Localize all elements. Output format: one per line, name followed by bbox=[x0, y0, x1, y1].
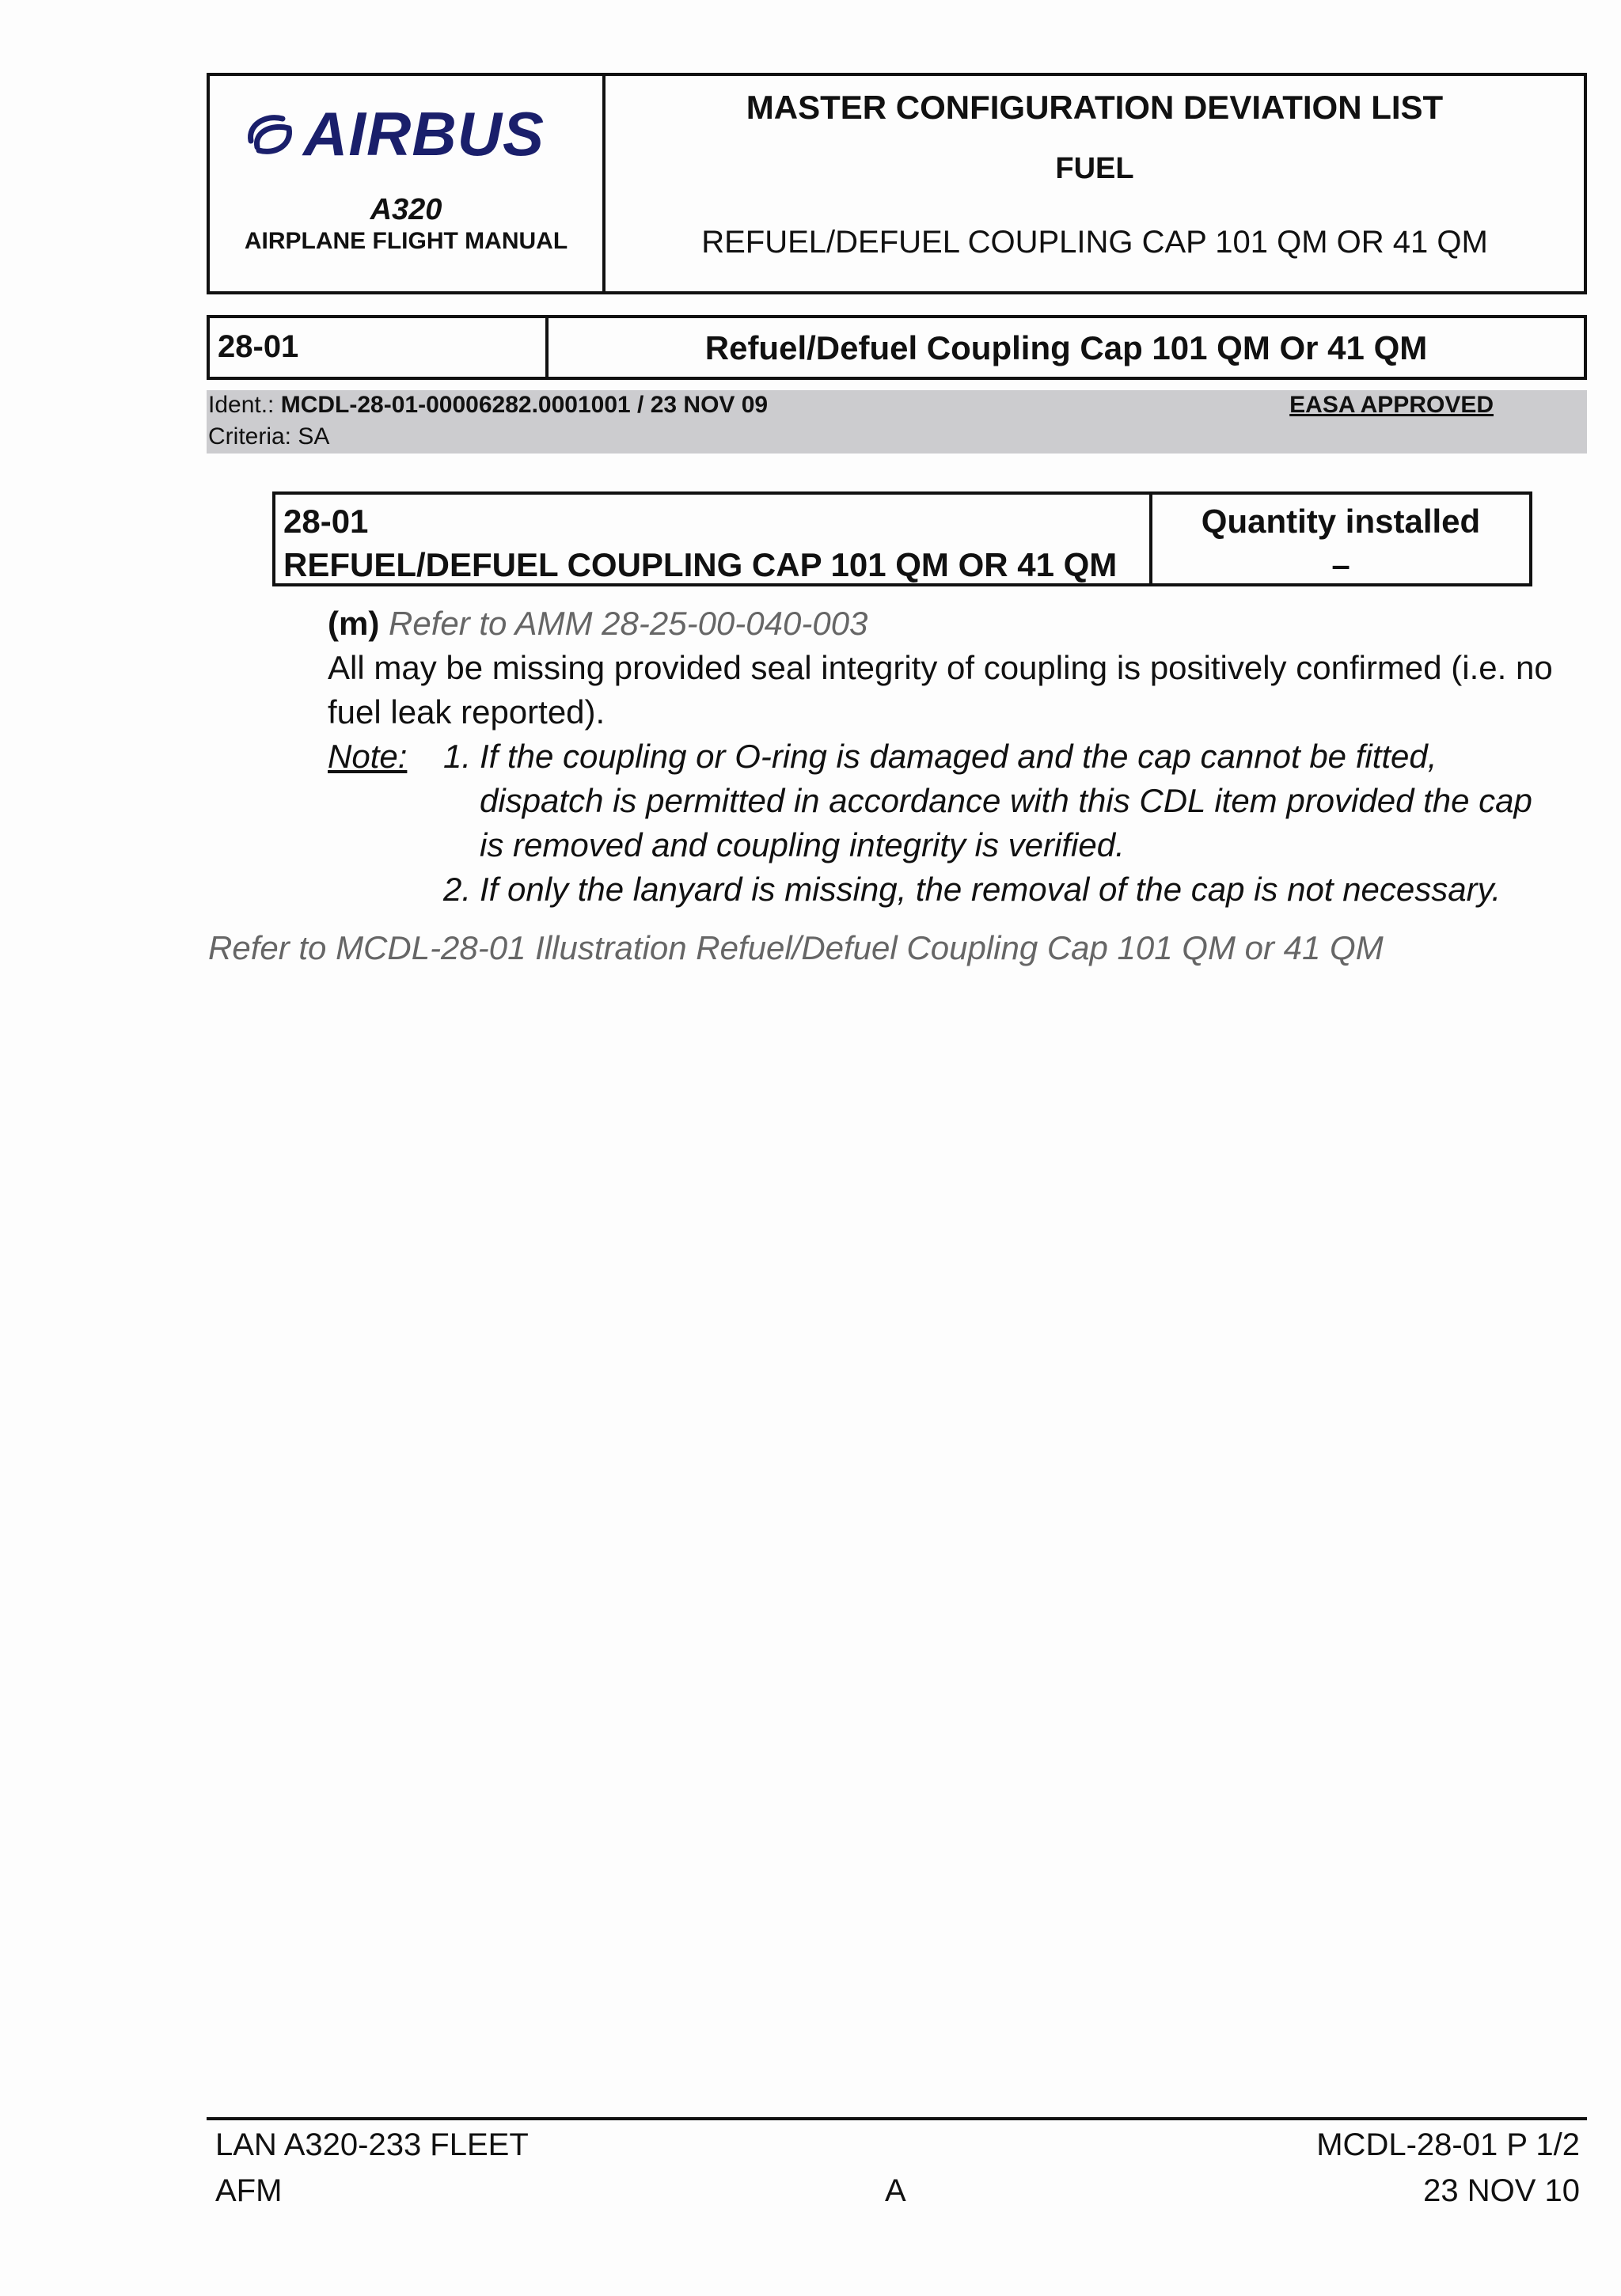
revision-code: A bbox=[885, 2173, 906, 2208]
logo-text: AIRBUS bbox=[303, 99, 545, 169]
approval-status: EASA APPROVED bbox=[1289, 392, 1494, 418]
ident-value: MCDL-28-01-00006282.0001001 / 23 NOV 09 bbox=[280, 392, 769, 418]
ident-line bbox=[208, 392, 768, 419]
provision-text: All may be missing provided seal integrity of coupling is positively confirmed (i.e. no fuel leak reported). bbox=[328, 649, 1553, 731]
item-title: Refuel/Defuel Coupling Cap 101 QM Or 41 QM bbox=[704, 329, 1428, 366]
note-item bbox=[443, 734, 1559, 867]
note-number: 2. bbox=[443, 871, 472, 908]
logo-cell bbox=[210, 76, 606, 291]
quantity-header: Quantity installed bbox=[1201, 503, 1481, 540]
item-table bbox=[272, 491, 1532, 586]
item-table-code: 28-01 bbox=[283, 503, 369, 540]
document-title: MASTER CONFIGURATION DEVIATION LIST bbox=[746, 89, 1444, 126]
airbus-swirl-icon bbox=[241, 109, 298, 160]
item-bar bbox=[207, 315, 1587, 380]
ident-band bbox=[207, 390, 1587, 454]
note-text: If the coupling or O-ring is damaged and the cap cannot be fitted, dispatch is permitted in accordance with this CDL item provided the cap is removed and coupling integrity is verified. bbox=[480, 738, 1532, 863]
criteria-line: Criteria: SA bbox=[208, 423, 330, 450]
fleet-label: LAN A320-233 FLEET bbox=[215, 2127, 529, 2162]
note-item bbox=[443, 867, 1559, 912]
illustration-reference-link[interactable]: Refer to MCDL-28-01 Illustration Refuel/Defuel Coupling Cap 101 QM or 41 QM bbox=[208, 929, 1384, 966]
ident-label: Ident.: bbox=[208, 392, 281, 418]
manual-name: AIRPLANE FLIGHT MANUAL bbox=[244, 228, 568, 254]
header-box bbox=[207, 73, 1587, 294]
airbus-logo bbox=[241, 98, 545, 170]
amm-reference bbox=[328, 602, 867, 646]
amm-reference-link[interactable]: Refer to AMM 28-25-00-040-003 bbox=[389, 605, 868, 642]
item-name: REFUEL/DEFUEL COUPLING CAP 101 QM OR 41 QM bbox=[701, 225, 1488, 260]
title-cell bbox=[606, 76, 1584, 291]
page-reference: MCDL-28-01 P 1/2 bbox=[1316, 2127, 1580, 2162]
item-table-item-cell bbox=[275, 495, 1152, 583]
manual-code: AFM bbox=[215, 2173, 283, 2208]
note-text: If only the lanyard is missing, the removal of the cap is not necessary. bbox=[480, 871, 1501, 908]
item-table-name: REFUEL/DEFUEL COUPLING CAP 101 QM OR 41 QM bbox=[283, 546, 1118, 583]
quantity-value: – bbox=[1331, 546, 1350, 583]
chapter-name: FUEL bbox=[1055, 152, 1134, 185]
item-table-quantity-cell bbox=[1152, 495, 1529, 583]
issue-date: 23 NOV 10 bbox=[1423, 2173, 1580, 2208]
aircraft-model: A320 bbox=[370, 193, 442, 226]
footer-divider bbox=[207, 2117, 1587, 2120]
maintenance-marker: (m) bbox=[328, 605, 380, 642]
note-number: 1. bbox=[443, 738, 472, 775]
note-label: Note: bbox=[328, 738, 408, 775]
item-code: 28-01 bbox=[210, 318, 549, 377]
